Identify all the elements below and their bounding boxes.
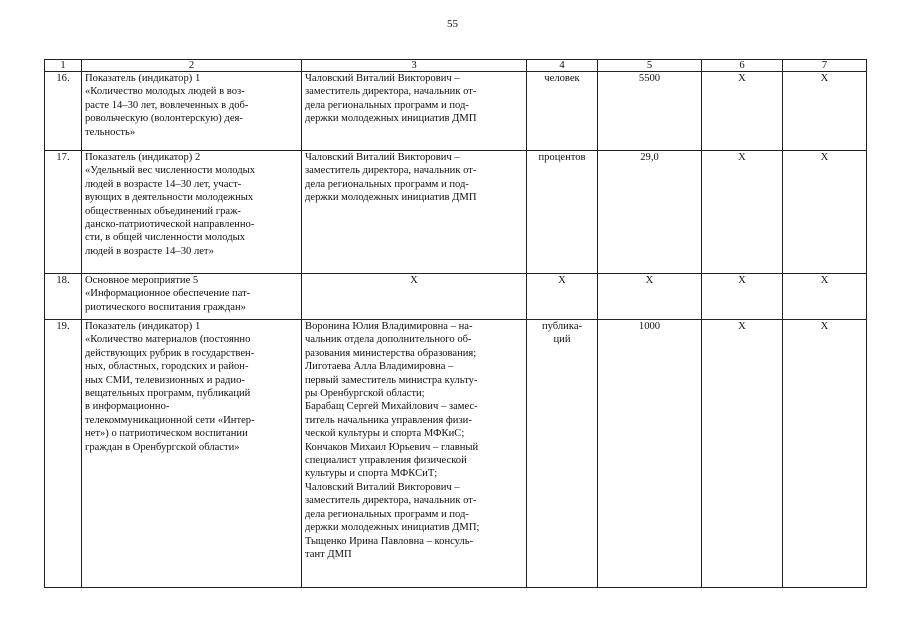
row-number: 19.: [45, 320, 82, 588]
responsible-cell: Чаловский Виталий Викторович – заместитель директора, начальник от- дела региональных программ и под- держки молодежных инициатив ДМП: [302, 151, 527, 274]
column-7-cell: X: [783, 274, 867, 320]
value-cell: X: [598, 274, 702, 320]
column-7-cell: X: [783, 320, 867, 588]
unit-cell: процентов: [527, 151, 598, 274]
indicator-cell: Основное мероприятие 5 «Информационное обеспечение пат- риотического воспитания граждан»: [82, 274, 302, 320]
column-6-cell: X: [702, 320, 783, 588]
table-row: [45, 320, 867, 588]
column-6-cell: X: [702, 151, 783, 274]
row-number: 18.: [45, 274, 82, 320]
column-number-header-row: [45, 60, 867, 72]
column-header-5: 5: [598, 60, 702, 72]
column-header-1: 1: [45, 60, 82, 72]
column-header-4: 4: [527, 60, 598, 72]
indicators-table: [44, 59, 867, 588]
table-row: [45, 274, 867, 320]
table-row: [45, 72, 867, 151]
column-7-cell: X: [783, 151, 867, 274]
column-6-cell: X: [702, 72, 783, 151]
column-6-cell: X: [702, 274, 783, 320]
responsible-cell: Воронина Юлия Владимировна – на- чальник отдела дополнительного об- разования министерства образования; Лиготаева Алла Владимировна – первый заместитель министра культу- ры Оренбургской области; Барабащ Сергей Михайлович – замес- титель начальника управления физи- ческой культуры и спорта МФКиС; Кончаков Михаил Юрьевич – главный специалист управления физической культуры и спорта МФКСиТ; Чаловский Виталий Викторович – заместитель директора, начальник от- дела региональных программ и под- держки молодежных инициатив ДМП; Тыщенко Ирина Павловна – консуль- тант ДМП: [302, 320, 527, 588]
value-cell: 29,0: [598, 151, 702, 274]
row-number: 17.: [45, 151, 82, 274]
column-7-cell: X: [783, 72, 867, 151]
responsible-cell: Чаловский Виталий Викторович – заместитель директора, начальник от- дела региональных программ и под- держки молодежных инициатив ДМП: [302, 72, 527, 151]
responsible-cell: X: [302, 274, 527, 320]
column-header-7: 7: [783, 60, 867, 72]
unit-cell: человек: [527, 72, 598, 151]
column-header-6: 6: [702, 60, 783, 72]
column-header-2: 2: [82, 60, 302, 72]
unit-cell: X: [527, 274, 598, 320]
value-cell: 1000: [598, 320, 702, 588]
unit-cell: публика- ций: [527, 320, 598, 588]
table-row: [45, 151, 867, 274]
value-cell: 5500: [598, 72, 702, 151]
indicator-cell: Показатель (индикатор) 1 «Количество материалов (постоянно действующих рубрик в государствен- ных, областных, городских и район- ных СМИ, телевизионных и радио- вещательных программ, публикаций в информационно- телекоммуникационной сети «Интер- нет») о патриотическом воспитании граждан в Оренбургской области»: [82, 320, 302, 588]
row-number: 16.: [45, 72, 82, 151]
page-number: 55: [447, 18, 458, 30]
indicator-cell: Показатель (индикатор) 2 «Удельный вес численности молодых людей в возрасте 14–30 лет, участ- вующих в деятельности молодежных общественных объединений граж- данско-патриотической направленно- сти, в общей численности молодых людей в возрасте 14–30 лет»: [82, 151, 302, 274]
column-header-3: 3: [302, 60, 527, 72]
indicator-cell: Показатель (индикатор) 1 «Количество молодых людей в воз- расте 14–30 лет, вовлеченных в доб- ровольческую (волонтерскую) дея- тельность»: [82, 72, 302, 151]
